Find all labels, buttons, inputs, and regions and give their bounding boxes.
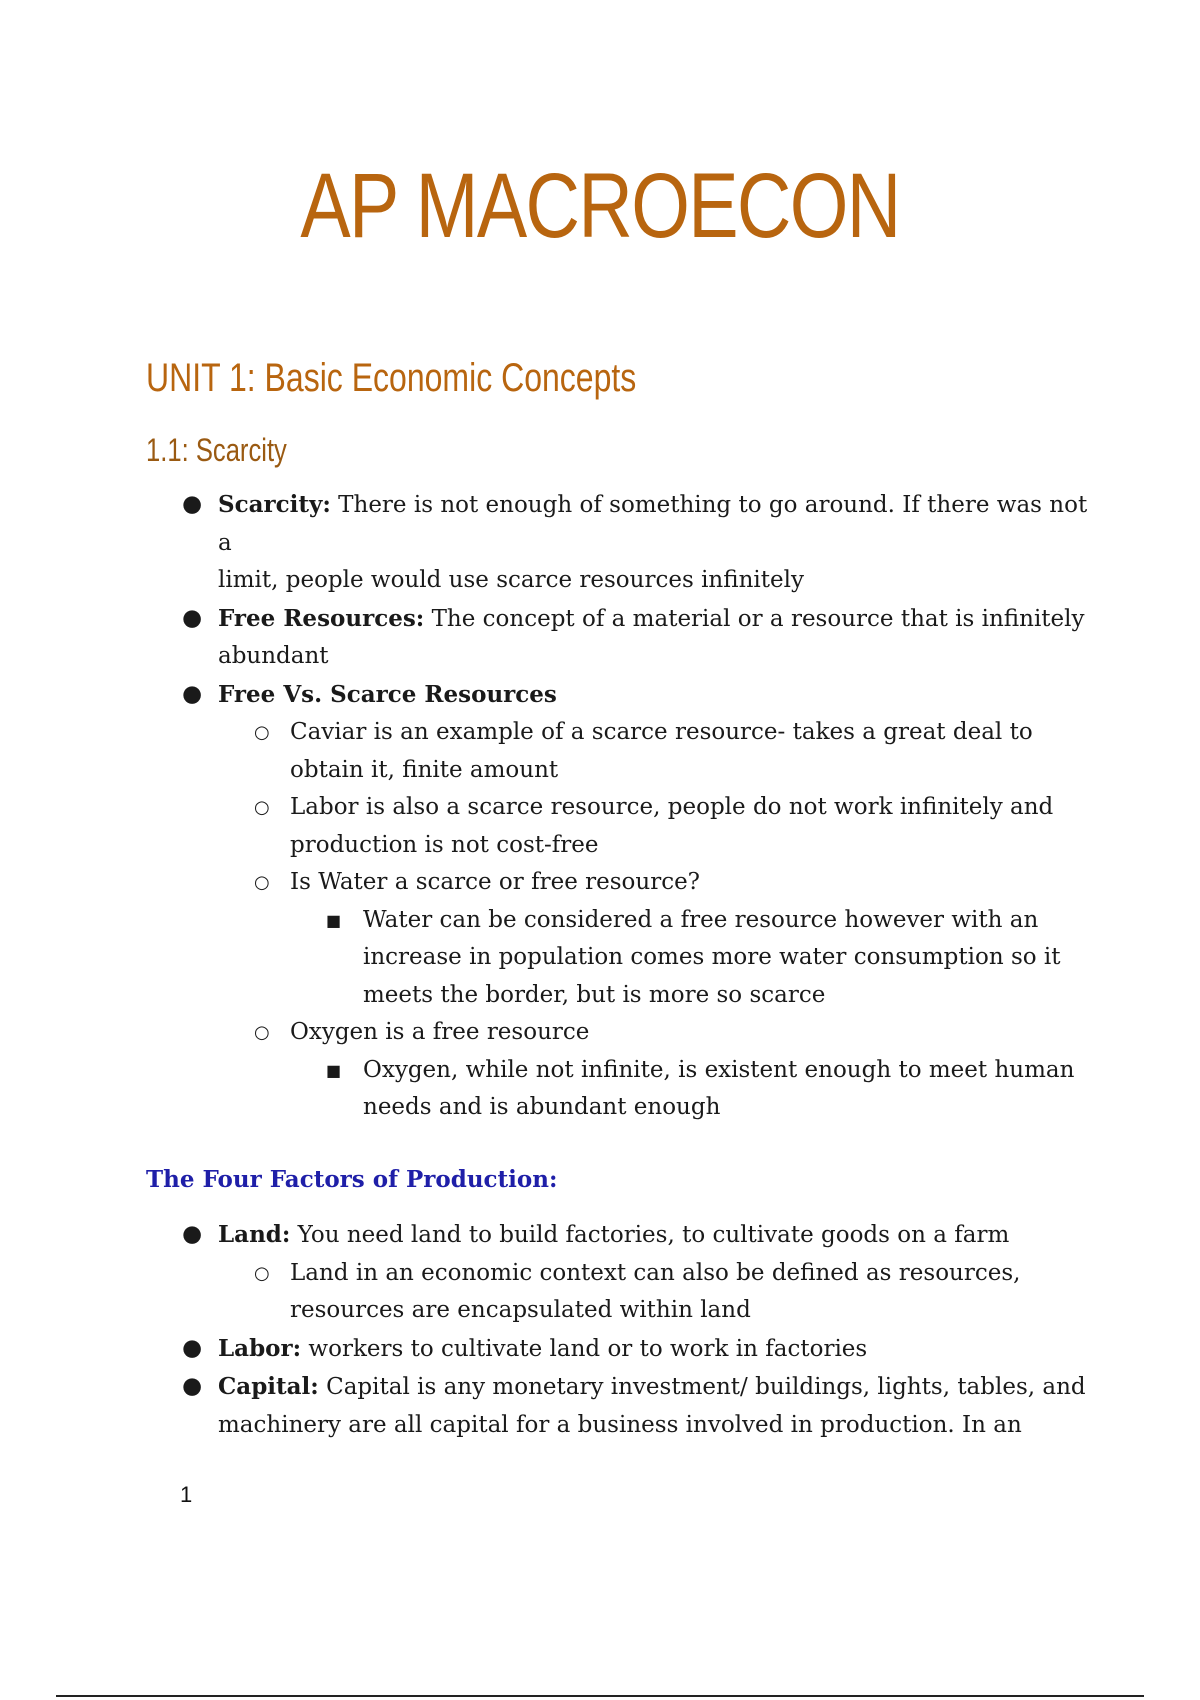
text-continued: production is not cost-free — [290, 831, 599, 858]
bullet-icon: ● — [182, 491, 203, 517]
square-bullet-icon: ■ — [326, 1060, 342, 1080]
list-item-labor-scarce — [146, 789, 1096, 864]
text: Labor is also a scarce resource, people do not work infinitely and — [290, 794, 1054, 820]
unit-heading: UNIT 1: Basic Economic Concepts — [146, 356, 637, 400]
term: Land: — [218, 1221, 291, 1248]
definition: Capital is any monetary investment/ buildings, lights, tables, and — [318, 1374, 1086, 1400]
text: Is Water a scarce or free resource? — [290, 869, 701, 895]
scarcity-list — [146, 486, 1096, 1127]
circle-bullet-icon: ○ — [254, 1022, 270, 1043]
square-bullet-icon: ■ — [326, 910, 342, 930]
term: Scarcity: — [218, 491, 331, 518]
definition-continued: machinery are all capital for a business involved in production. In an — [218, 1411, 1022, 1438]
text: Land in an economic context can also be defined as resources, — [290, 1259, 1021, 1286]
list-item-free-vs-scarce — [146, 676, 1096, 715]
definition: You need land to build factories, to cultivate goods on a farm — [290, 1222, 1010, 1248]
bullet-icon: ● — [182, 1221, 203, 1247]
list-item-oxygen-detail — [146, 1052, 1096, 1127]
bullet-icon: ● — [182, 680, 203, 707]
definition: workers to cultivate land or to work in factories — [301, 1335, 868, 1362]
definition: There is not enough of something to go around. If there was not a — [218, 492, 1088, 556]
text: Oxygen, while not infinite, is existent enough to meet human — [363, 1056, 1075, 1083]
bullet-icon: ● — [182, 1373, 203, 1399]
list-item-oxygen — [146, 1014, 1096, 1052]
circle-bullet-icon: ○ — [254, 872, 270, 893]
list-item-caviar — [146, 714, 1096, 789]
list-item-land — [146, 1216, 1096, 1255]
term: Capital: — [218, 1373, 319, 1400]
bullet-icon: ● — [182, 604, 203, 631]
document-title: AP MACROECON — [300, 155, 900, 257]
term: Labor: — [218, 1334, 302, 1362]
definition: The concept of a material or a resource that is infinitely — [424, 605, 1085, 632]
section-heading: 1.1: Scarcity — [146, 432, 287, 468]
page-divider — [56, 1695, 1144, 1697]
list-item-land-detail — [146, 1255, 1096, 1330]
list-item-free-resources — [146, 600, 1096, 676]
circle-bullet-icon: ○ — [254, 722, 270, 743]
text-continued: needs and is abundant enough — [363, 1094, 721, 1120]
definition-continued: limit, people would use scarce resources infinitely — [218, 567, 804, 593]
page-number: 1 — [180, 1482, 193, 1507]
text: Oxygen is a free resource — [290, 1019, 590, 1045]
list-item-water-question — [146, 864, 1096, 902]
text-continued: increase in population comes more water consumption so it — [363, 944, 1061, 970]
list-item-scarcity — [146, 486, 1096, 600]
term: Free Resources: — [218, 604, 425, 632]
text: Water can be considered a free resource however with an — [363, 906, 1039, 933]
circle-bullet-icon: ○ — [254, 1262, 270, 1284]
text-continued: obtain it, finite amount — [290, 756, 559, 783]
bullet-icon: ● — [182, 1334, 203, 1361]
circle-bullet-icon: ○ — [254, 797, 270, 818]
list-item-water-answer — [146, 902, 1096, 1015]
text-continued: resources are encapsulated within land — [290, 1297, 751, 1323]
term: Free Vs. Scarce Resources — [218, 680, 557, 708]
text-continued: meets the border, but is more so scarce — [363, 981, 826, 1008]
list-item-capital — [146, 1368, 1096, 1444]
factors-heading: The Four Factors of Production: — [146, 1166, 558, 1193]
text: Caviar is an example of a scarce resource- takes a great deal to — [290, 719, 1033, 745]
list-item-labor — [146, 1330, 1096, 1369]
factors-list — [146, 1216, 1096, 1444]
definition-continued: abundant — [218, 643, 329, 669]
